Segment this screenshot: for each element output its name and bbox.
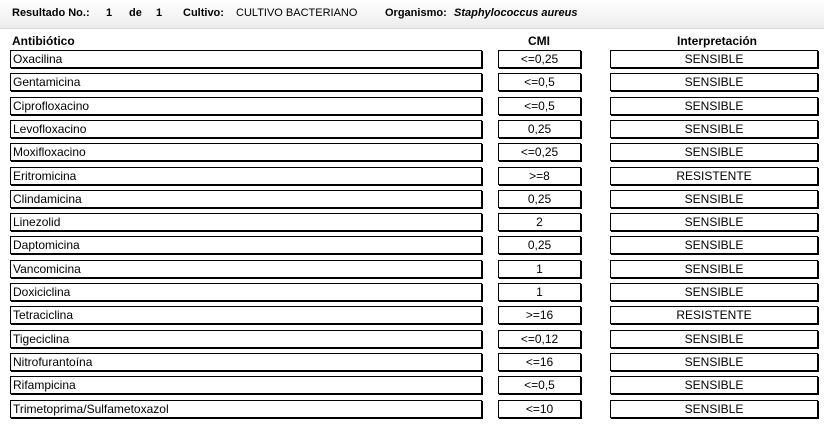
result-number: 1 bbox=[106, 7, 113, 19]
mic-cell: <=0,25 bbox=[498, 143, 581, 161]
interpretation-cell: SENSIBLE bbox=[610, 376, 818, 394]
mic-cell: >=16 bbox=[498, 306, 581, 324]
interpretation-cell: SENSIBLE bbox=[610, 73, 818, 91]
mic-cell: 0,25 bbox=[498, 190, 581, 208]
antibiotic-cell: Vancomicina bbox=[10, 260, 482, 278]
column-header-antibiotic: Antibiótico bbox=[12, 34, 75, 48]
organism-label: Organismo: bbox=[385, 7, 447, 19]
mic-cell: >=8 bbox=[498, 167, 581, 185]
mic-cell: 1 bbox=[498, 283, 581, 301]
interpretation-cell: SENSIBLE bbox=[610, 283, 818, 301]
mic-cell: <=0,25 bbox=[498, 50, 581, 68]
antibiotic-cell: Moxifloxacino bbox=[10, 143, 482, 161]
organism-value: Staphylococcus aureus bbox=[454, 7, 578, 19]
mic-cell: <=10 bbox=[498, 400, 581, 418]
interpretation-cell: SENSIBLE bbox=[610, 190, 818, 208]
antibiotic-cell: Ciprofloxacino bbox=[10, 97, 482, 115]
antibiotic-cell: Oxacilina bbox=[10, 50, 482, 68]
mic-cell: <=0,5 bbox=[498, 376, 581, 394]
interpretation-cell: SENSIBLE bbox=[610, 97, 818, 115]
culture-value: CULTIVO BACTERIANO bbox=[236, 7, 358, 19]
result-number-label: Resultado No.: bbox=[12, 7, 90, 19]
mic-cell: 1 bbox=[498, 260, 581, 278]
mic-cell: 2 bbox=[498, 213, 581, 231]
antibiotic-cell: Trimetoprima/Sulfametoxazol bbox=[10, 400, 482, 418]
antibiotic-cell: Gentamicina bbox=[10, 73, 482, 91]
interpretation-cell: RESISTENTE bbox=[610, 167, 818, 185]
mic-cell: <=16 bbox=[498, 353, 581, 371]
antibiotic-cell: Levofloxacino bbox=[10, 120, 482, 138]
interpretation-cell: SENSIBLE bbox=[610, 120, 818, 138]
interpretation-cell: SENSIBLE bbox=[610, 213, 818, 231]
culture-label: Cultivo: bbox=[183, 7, 224, 19]
interpretation-cell: SENSIBLE bbox=[610, 353, 818, 371]
interpretation-cell: SENSIBLE bbox=[610, 400, 818, 418]
interpretation-cell: SENSIBLE bbox=[610, 236, 818, 254]
antibiotic-cell: Daptomicina bbox=[10, 236, 482, 254]
interpretation-cell: SENSIBLE bbox=[610, 260, 818, 278]
mic-cell: <=0,5 bbox=[498, 73, 581, 91]
mic-cell: <=0,12 bbox=[498, 330, 581, 348]
column-header-interpretation: Interpretación bbox=[677, 34, 758, 48]
mic-cell: <=0,5 bbox=[498, 97, 581, 115]
interpretation-cell: SENSIBLE bbox=[610, 143, 818, 161]
interpretation-cell: SENSIBLE bbox=[610, 330, 818, 348]
interpretation-cell: RESISTENTE bbox=[610, 306, 818, 324]
mic-cell: 0,25 bbox=[498, 120, 581, 138]
result-header bbox=[0, 0, 824, 29]
result-total: 1 bbox=[156, 7, 163, 19]
interpretation-cell: SENSIBLE bbox=[610, 50, 818, 68]
antibiotic-cell: Tetraciclina bbox=[10, 306, 482, 324]
antibiotic-cell: Nitrofurantoína bbox=[10, 353, 482, 371]
antibiotic-cell: Linezolid bbox=[10, 213, 482, 231]
antibiotic-cell: Tigeciclina bbox=[10, 330, 482, 348]
column-header-mic: CMI bbox=[528, 34, 550, 48]
antibiotic-cell: Eritromicina bbox=[10, 167, 482, 185]
antibiotic-cell: Doxiciclina bbox=[10, 283, 482, 301]
antibiotic-cell: Rifampicina bbox=[10, 376, 482, 394]
antibiotic-cell: Clindamicina bbox=[10, 190, 482, 208]
result-of-label: de bbox=[129, 7, 142, 19]
mic-cell: 0,25 bbox=[498, 236, 581, 254]
